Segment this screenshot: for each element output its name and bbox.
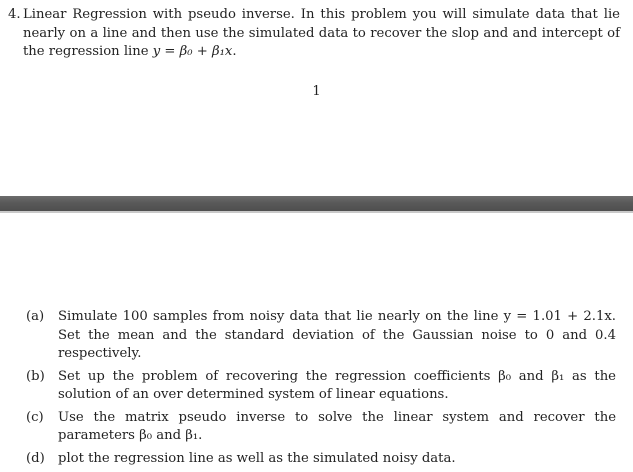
subpart-a xyxy=(26,308,616,364)
problem-statement xyxy=(8,6,620,62)
subpart-label: (d) xyxy=(26,450,45,466)
subpart-text: Simulate 100 samples from noisy data that lie nearly on the line y = 1.01 + 2.1x. Set the mean and the standard deviation of the Gaussian noise to 0 and 0.4 respectively. xyxy=(58,309,616,361)
problem-text xyxy=(23,6,620,62)
subpart-text: Use the matrix pseudo inverse to solve the linear system and recover the parameters β₀ and β₁. xyxy=(58,409,616,443)
regression-equation: y = β₀ + β₁x xyxy=(152,44,233,59)
page-number: 1 xyxy=(312,84,321,99)
subpart-label: (a) xyxy=(26,309,45,324)
page-top xyxy=(0,0,633,196)
subpart-b xyxy=(26,368,616,405)
subpart-c xyxy=(26,409,616,446)
problem-text-intro: Linear Regression with pseudo inverse. In this problem you will simulate data that lie nearly on a line and then use the simulated data to recover the slop and and intercept of the regression line xyxy=(23,7,620,59)
subpart-d xyxy=(26,450,616,469)
problem-number: 4. xyxy=(8,7,21,22)
subpart-label: (c) xyxy=(26,409,44,425)
problem-text-end: . xyxy=(232,44,237,59)
subpart-text: plot the regression line as well as the simulated noisy data. xyxy=(58,450,456,466)
subpart-text: Set up the problem of recovering the regression coefficients β₀ and β₁ as the solution of an over determined system of linear equations. xyxy=(58,368,616,402)
subpart-label: (b) xyxy=(26,368,45,384)
page-divider xyxy=(0,196,633,212)
subpart-list xyxy=(26,308,616,472)
